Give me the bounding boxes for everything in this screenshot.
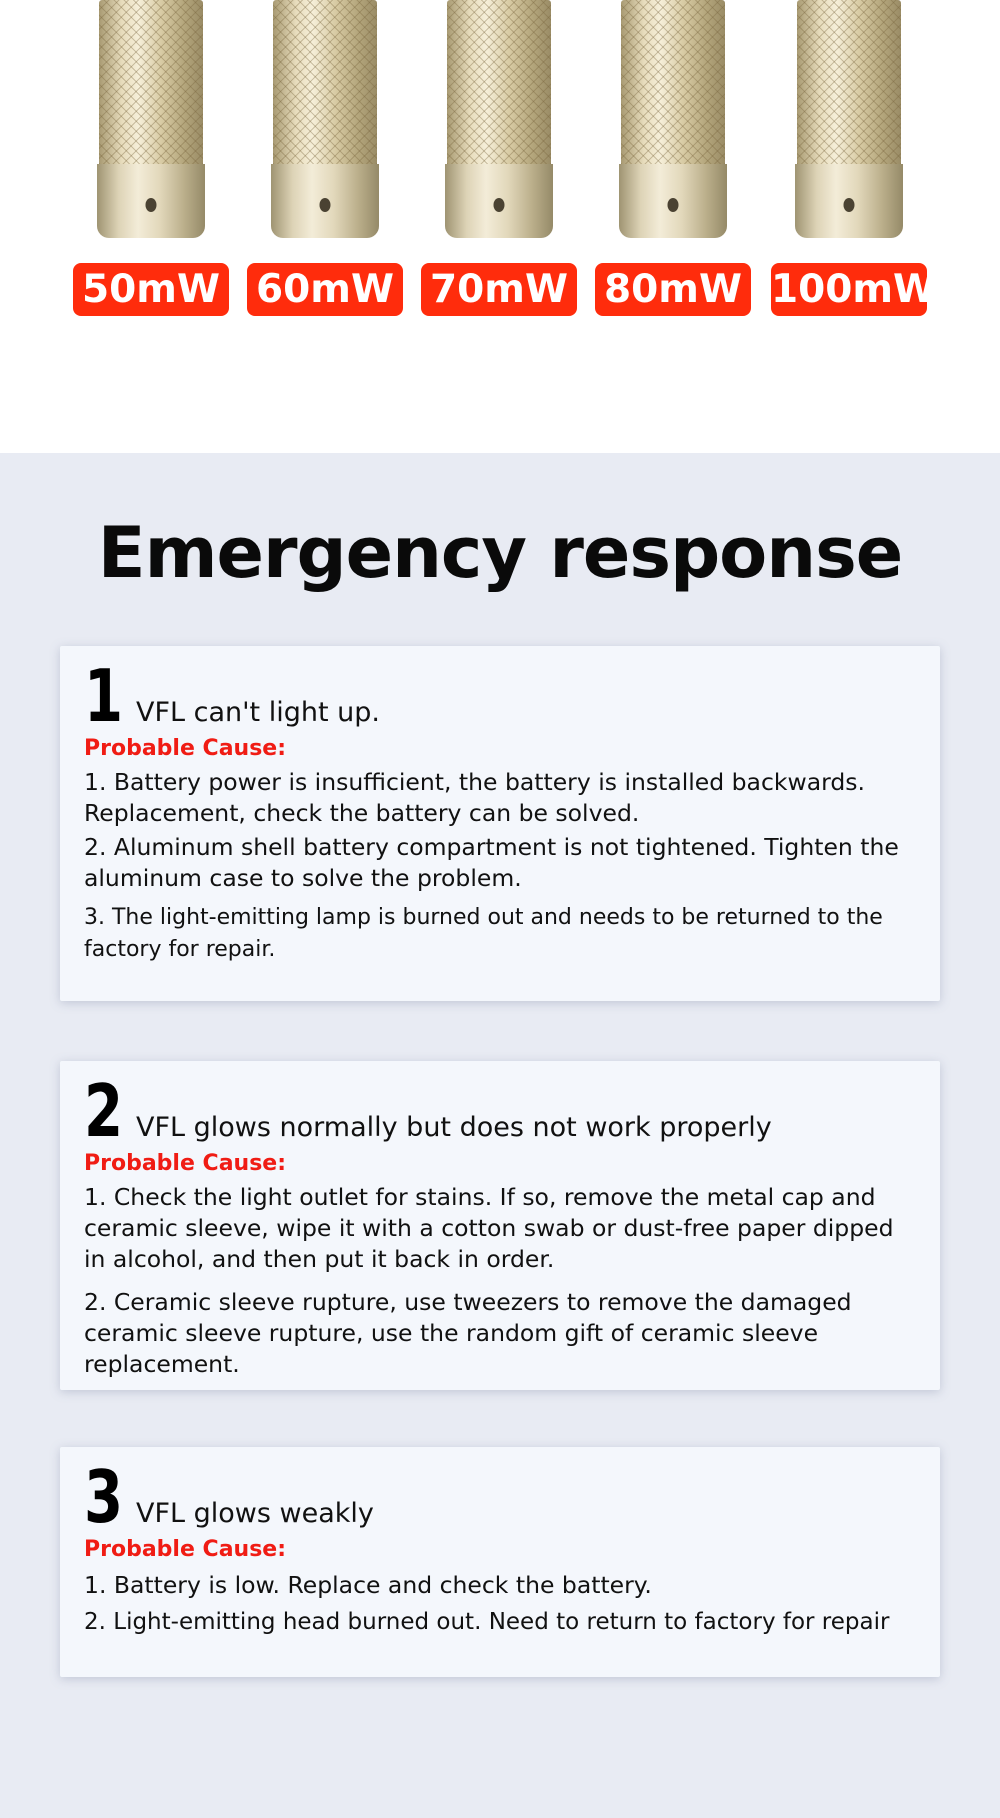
product-70mw: [421, 0, 577, 320]
pen-light-outlet: [320, 198, 331, 212]
issue-card-2: [60, 1061, 940, 1390]
power-badge: 70mW: [421, 263, 577, 316]
pen-light-outlet: [668, 198, 679, 212]
cause-item: 1. Check the light outlet for stains. If so, remove the metal cap and ceramic sleeve, wipe it with a cotton swab or dust-free paper dipped in alcohol, and then put it back in order.: [84, 1183, 894, 1273]
card-header: [84, 1455, 918, 1539]
cause-item: 1. Battery is low. Replace and check the battery.: [84, 1571, 652, 1599]
pen-knurled-body: [273, 0, 377, 164]
power-badge: 50mW: [73, 263, 229, 316]
cause-item: 2. Aluminum shell battery compartment is not tightened. Tighten the aluminum case to solve the problem.: [84, 833, 899, 892]
card-title: VFL glows weakly: [136, 1498, 374, 1529]
probable-cause-label: Probable Cause:: [84, 1537, 287, 1562]
power-badge: 60mW: [247, 263, 403, 316]
vfl-pen-image: [621, 0, 725, 240]
section-title: Emergency response: [97, 512, 903, 594]
card-number: 2: [84, 1069, 122, 1153]
card-header: [84, 654, 918, 738]
product-80mw: [595, 0, 751, 320]
emergency-response-section: [0, 453, 1000, 1818]
cause-item: 1. Battery power is insufficient, the battery is installed backwards. Replacement, check the battery can be solved.: [84, 768, 865, 827]
product-100mw: [771, 0, 937, 320]
issue-card-1: [60, 646, 940, 1001]
power-badge: 80mW: [595, 263, 751, 316]
pen-knurled-body: [447, 0, 551, 164]
cause-item: 2. Ceramic sleeve rupture, use tweezers to remove the damaged ceramic sleeve rupture, use the random gift of ceramic sleeve replacement.: [84, 1288, 852, 1378]
pen-light-outlet: [844, 198, 855, 212]
probable-cause-label: Probable Cause:: [84, 736, 287, 761]
card-number: 3: [84, 1455, 122, 1539]
issue-card-3: [60, 1447, 940, 1677]
card-number: 1: [84, 654, 122, 738]
product-strip: [0, 0, 1000, 453]
vfl-pen-image: [99, 0, 203, 240]
pen-knurled-body: [621, 0, 725, 164]
card-title: VFL glows normally but does not work properly: [136, 1112, 772, 1143]
pen-light-outlet: [494, 198, 505, 212]
product-60mw: [247, 0, 403, 320]
pen-knurled-body: [99, 0, 203, 164]
pen-light-outlet: [146, 198, 157, 212]
cause-item: 3. The light-emitting lamp is burned out and needs to be returned to the factory for repair.: [84, 905, 883, 962]
vfl-pen-image: [797, 0, 901, 240]
cause-item: 2. Light-emitting head burned out. Need to return to factory for repair: [84, 1609, 890, 1635]
card-title: VFL can't light up.: [136, 697, 380, 728]
pen-knurled-body: [797, 0, 901, 164]
card-header: [84, 1069, 918, 1153]
probable-cause-label: Probable Cause:: [84, 1151, 287, 1176]
product-50mw: [73, 0, 229, 320]
vfl-pen-image: [447, 0, 551, 240]
vfl-pen-image: [273, 0, 377, 240]
power-badge: 100mW: [771, 263, 927, 316]
